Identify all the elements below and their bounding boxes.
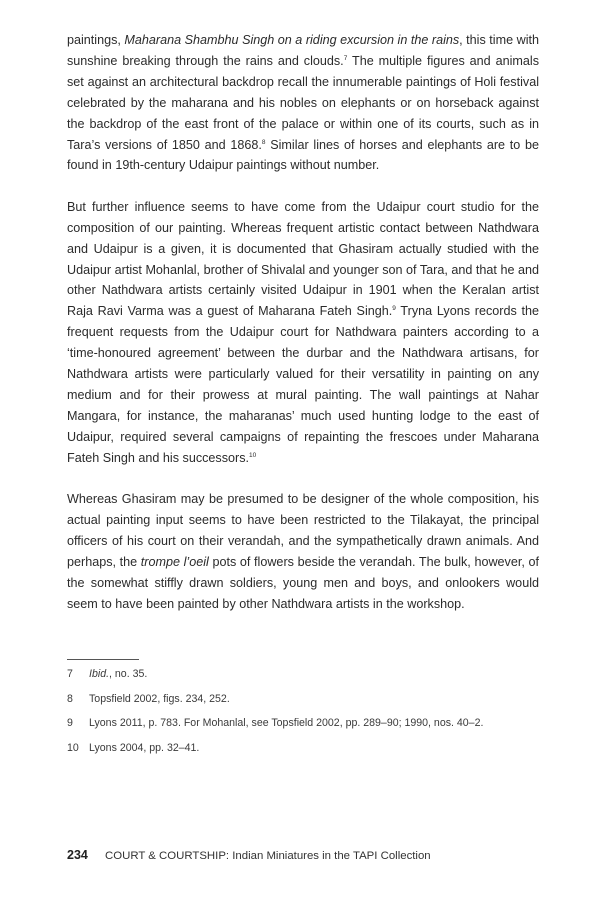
text-run: But further influence seems to have come from the Udaipur court studio for the composition of our painting. Whereas frequent artistic contact between Nathdwara and Udaipur is a given, it is documented that Ghasiram actually studied with the Udaipur artist Mohanlal, brother of Shivalal and younger son of Tara, and that he and other Nathdwara artists certainly visited Udaipur in 1901 when the Keralan artist Raja Ravi Varma was a guest of Maharana Fateh Singh. — [67, 199, 539, 319]
page-footer — [67, 848, 431, 862]
footnote-ref[interactable]: 10 — [249, 451, 257, 459]
footnote-text — [89, 693, 230, 705]
text-run: paintings, — [67, 33, 125, 47]
text-run: The multiple figures and animals set against an architectural backdrop recall the innumerable paintings of Holi festival celebrated by the maharana and his nobles on elephants or on horseback against the backdrop of the east front of the palace or within one of its courts, such as in Tara’s versions of 1850 and 1868. — [67, 53, 539, 152]
footnote-number: 8 — [67, 692, 73, 705]
page-number: 234 — [67, 848, 88, 862]
main-text — [67, 30, 539, 635]
paragraph — [67, 30, 539, 176]
footnote-number: 9 — [67, 717, 73, 729]
footnotes-list — [67, 668, 547, 766]
text-run: , no. 35. — [109, 668, 148, 680]
footnote — [67, 693, 547, 718]
italic-text: Maharana Shambhu Singh on a riding excursion in the rains — [124, 33, 460, 47]
footnote-number: 10 — [67, 741, 79, 754]
footnote — [67, 742, 547, 767]
footnote — [67, 668, 547, 693]
paragraph — [67, 197, 539, 469]
running-title: COURT & COURTSHIP: Indian Miniatures in the TAPI Collection — [105, 850, 431, 862]
text-run: Whereas Ghasiram may be presumed to be designer of the whole composition, his actual painting input seems to have been restricted to the Tilakayat, the principal officers of his court on their verandah, and the sympathetically drawn animals. And perhaps, the — [67, 492, 539, 569]
text-run: Tryna Lyons records the frequent requests from the Udaipur court for Nathdwara painters according to a ‘time-honoured agreement’ between the durbar and the Nathdwara artisans, for Nathdwara artists were particularly valued for their versatility in painting on any medium and for their prowess at mural painting. The wall paintings at Nahar Mangara, for instance, the maharanas’ much used hunting lodge to the east of Udaipur, required several campaigns of repainting the frescoes under Maharana Fateh Singh and his successors. — [67, 304, 539, 465]
italic-text: Ibid. — [89, 668, 110, 680]
text-run: Lyons 2004, pp. 32–41. — [89, 741, 200, 754]
footnote-ref[interactable]: 7 — [343, 54, 348, 62]
footnote-ref[interactable]: 8 — [261, 138, 266, 146]
footnote-text — [89, 668, 147, 680]
text-run: Topsfield 2002, figs. 234, 252. — [89, 692, 230, 705]
footnote — [67, 717, 547, 742]
text-run: Similar lines of horses and elephants are to be found in 19th-century Udaipur paintings without number. — [67, 137, 539, 173]
italic-text: trompe l’oeil — [140, 554, 209, 569]
footnote-ref[interactable]: 9 — [392, 305, 396, 313]
text-run: Lyons 2011, p. 783. For Mohanlal, see Topsfield 2002, pp. 289–90; 1990, nos. 40–2. — [89, 717, 484, 729]
text-run: , this time with sunshine breaking through the rains and clouds. — [67, 33, 539, 68]
paragraph — [67, 489, 539, 614]
text-run: pots of flowers beside the verandah. The bulk, however, of the somewhat stiffly drawn soldiers, young men and boys, and onlookers would seem to have been painted by other Nathdwara artists in the workshop. — [67, 554, 539, 611]
footnote-text — [89, 717, 483, 729]
footnote-number: 7 — [67, 668, 73, 680]
footnote-text — [89, 742, 199, 754]
footnote-divider — [67, 659, 139, 660]
